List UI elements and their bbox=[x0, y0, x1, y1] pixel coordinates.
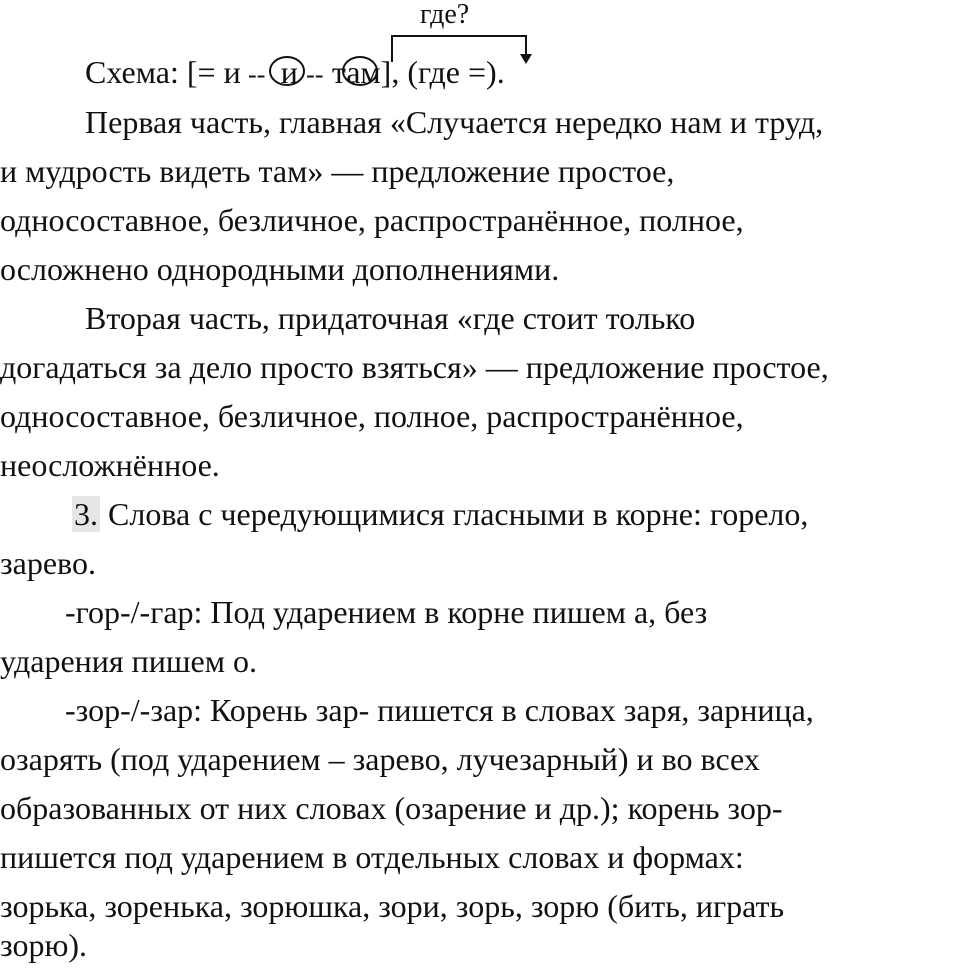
zor-line-3: образованных от них словах (озарение и др.); корень зор- bbox=[0, 790, 783, 826]
zor-line-6: зорю). bbox=[0, 927, 88, 963]
paragraph-2-line-1: Вторая часть, придаточная «где стоит только bbox=[85, 300, 696, 336]
schema-prefix: Схема: [= и bbox=[85, 54, 241, 90]
paragraph-1-line-3: односоставное, безличное, распространённое, полное, bbox=[0, 202, 744, 238]
paragraph-2-line-3: односоставное, безличное, полное, распространённое, bbox=[0, 398, 744, 434]
schema-part-2: и bbox=[272, 54, 298, 90]
paragraph-2-line-2: догадаться за дело просто взяться» — предложение простое, bbox=[0, 349, 829, 385]
paragraph-1-line-2: и мудрость видеть там» — предложение простое, bbox=[0, 153, 675, 189]
zor-term: -зор-/-зар: bbox=[65, 692, 203, 728]
paragraph-3-line-1 bbox=[72, 494, 808, 534]
paragraph-3-text: Слова с чередующимися гласными в корне: горело, bbox=[100, 496, 809, 532]
paragraph-1-line-4: осложнено однородными дополнениями. bbox=[0, 251, 560, 287]
item-number: 3. bbox=[74, 496, 98, 532]
gor-term: -гор-/-гар: bbox=[65, 594, 203, 630]
zor-line-5: зорька, зоренька, зорюшка, зори, зорь, зорю (бить, играть bbox=[0, 888, 785, 924]
zor-line-1 bbox=[65, 690, 814, 730]
paragraph-3-line-2: зарево. bbox=[0, 545, 96, 581]
schema-question: где? bbox=[420, 0, 470, 30]
schema-dash-2: -- bbox=[306, 60, 324, 89]
paragraph-1-line-1: Первая часть, главная «Случается нередко нам и труд, bbox=[85, 104, 824, 140]
schema-part-3: там], (где =). bbox=[331, 54, 505, 90]
gor-line-1 bbox=[65, 592, 707, 632]
zor-line-2: озарять (под ударением – зарево, лучезарный) и во всех bbox=[0, 741, 760, 777]
schema-line bbox=[85, 52, 505, 92]
gor-text: Под ударением в корне пишем а, без bbox=[202, 594, 708, 630]
zor-line-4: пишется под ударением в отдельных словах и формах: bbox=[0, 839, 744, 875]
schema-arrow-head bbox=[520, 54, 532, 64]
gor-line-2: ударения пишем о. bbox=[0, 643, 257, 679]
paragraph-2-line-4: неосложнённое. bbox=[0, 447, 220, 483]
schema-dash-1: -- bbox=[248, 60, 266, 89]
zor-text: Корень зар- пишется в словах заря, зарница, bbox=[202, 692, 814, 728]
